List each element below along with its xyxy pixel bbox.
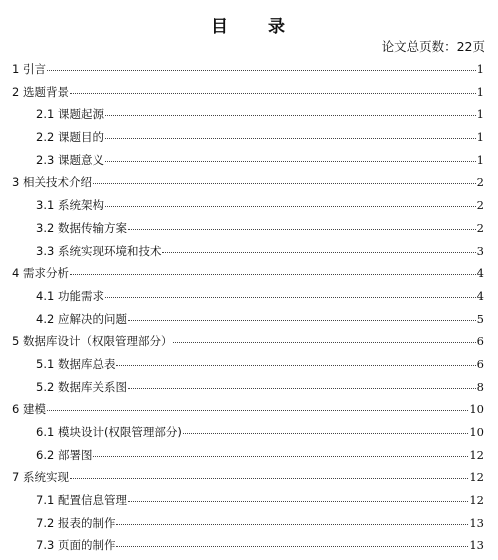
dot-leader <box>116 365 475 366</box>
dot-leader <box>116 524 468 525</box>
dot-leader <box>70 93 476 94</box>
toc-entry-page: 3 <box>476 243 484 258</box>
toc-entry-label: 6.2 部署图 <box>36 447 93 462</box>
toc-entry[interactable] <box>0 333 498 356</box>
dot-leader <box>105 161 476 162</box>
toc-entry[interactable] <box>0 537 498 560</box>
toc-entry-page: 10 <box>469 402 484 417</box>
toc-entry-label: 2.2 课题目的 <box>36 130 104 145</box>
toc-entry[interactable] <box>0 288 498 311</box>
toc-entry-label: 3.3 系统实现环境和技术 <box>36 243 162 258</box>
toc-entry-page: 1 <box>476 62 484 76</box>
dot-leader <box>128 229 476 230</box>
toc-entry-label: 5.2 数据库关系图 <box>36 379 127 394</box>
page-title: 目 录 <box>211 17 287 37</box>
toc-entry-page: 4 <box>476 266 484 281</box>
toc-entry[interactable] <box>0 356 498 379</box>
dot-leader <box>173 342 475 343</box>
toc-entry-page: 12 <box>469 493 484 508</box>
toc-entry[interactable] <box>0 129 498 152</box>
toc-entry[interactable] <box>0 515 498 538</box>
toc-entry[interactable] <box>0 243 498 266</box>
toc-entry[interactable] <box>0 447 498 470</box>
toc-entry-page: 13 <box>469 538 484 553</box>
toc-entry-page: 1 <box>476 84 484 99</box>
toc-entry-label: 1 引言 <box>12 62 46 76</box>
toc-entry-page: 8 <box>476 379 484 394</box>
dot-leader <box>105 206 476 207</box>
toc-entry-label: 5.1 数据库总表 <box>36 356 116 371</box>
dot-leader <box>162 252 475 253</box>
toc-entry-label: 2 选题背景 <box>12 84 69 99</box>
dot-leader <box>105 115 476 116</box>
toc-entry[interactable] <box>0 311 498 334</box>
toc-entry-page: 1 <box>476 107 484 122</box>
toc-entry-page: 2 <box>476 220 484 235</box>
dot-leader <box>70 478 468 479</box>
toc-entry-page: 1 <box>476 130 484 145</box>
toc-entry-page: 10 <box>469 425 484 439</box>
dot-leader <box>128 320 476 321</box>
toc-entry-page: 1 <box>476 152 484 167</box>
toc-entry[interactable] <box>0 265 498 288</box>
toc-entry-page: 6 <box>476 334 484 349</box>
dot-leader <box>47 410 468 411</box>
toc-entry[interactable] <box>0 469 498 492</box>
dot-leader <box>128 501 468 502</box>
toc-entry-label: 2.1 课题起源 <box>36 107 104 122</box>
toc-entry-label: 3 相关技术介绍 <box>12 175 92 190</box>
dot-leader <box>47 70 476 71</box>
toc-entry-page: 2 <box>476 198 484 213</box>
toc-entry[interactable] <box>0 197 498 220</box>
toc-entry[interactable] <box>0 492 498 515</box>
toc-entry[interactable] <box>0 174 498 197</box>
dot-leader <box>128 388 476 389</box>
toc-entry-page: 12 <box>469 470 484 485</box>
toc-entry[interactable] <box>0 61 498 84</box>
toc-entry-label: 4.1 功能需求 <box>36 288 104 303</box>
toc-entry[interactable] <box>0 401 498 424</box>
dot-leader <box>93 456 468 457</box>
toc-entry[interactable] <box>0 152 498 175</box>
toc-entry[interactable] <box>0 220 498 243</box>
dot-leader <box>105 297 476 298</box>
total-pages-label: 论文总页数：22页 <box>381 39 485 54</box>
toc-entry-page: 12 <box>469 447 484 462</box>
dot-leader <box>183 433 468 434</box>
toc-entry-label: 6.1 模块设计(权限管理部分) <box>36 425 182 439</box>
toc-entry-label: 7.1 配置信息管理 <box>36 493 127 508</box>
toc-entry[interactable] <box>0 106 498 129</box>
toc-entry-page: 4 <box>476 288 484 303</box>
dot-leader <box>70 274 476 275</box>
toc-entry-label: 7.2 报表的制作 <box>36 515 116 530</box>
toc-entry-label: 3.2 数据传输方案 <box>36 220 127 235</box>
toc-entry-label: 3.1 系统架构 <box>36 198 104 213</box>
toc-entry-label: 4.2 应解决的问题 <box>36 311 127 326</box>
toc-entry-page: 13 <box>469 515 484 530</box>
toc-entry-label: 7 系统实现 <box>12 470 69 485</box>
dot-leader <box>105 138 476 139</box>
toc-entry[interactable] <box>0 379 498 402</box>
toc-entry[interactable] <box>0 84 498 107</box>
toc-entry[interactable] <box>0 424 498 447</box>
toc-entry-label: 2.3 课题意义 <box>36 152 104 167</box>
toc-entry-label: 7.3 页面的制作 <box>36 538 116 553</box>
toc-entry-label: 6 建模 <box>12 402 46 417</box>
toc-entry-label: 4 需求分析 <box>12 266 69 281</box>
toc-entry-page: 5 <box>476 311 484 326</box>
table-of-contents <box>0 61 498 560</box>
toc-entry-page: 6 <box>476 356 484 371</box>
toc-entry-label: 5 数据库设计（权限管理部分） <box>12 334 173 349</box>
toc-entry-page: 2 <box>476 175 484 190</box>
dot-leader <box>116 546 468 547</box>
dot-leader <box>93 183 476 184</box>
